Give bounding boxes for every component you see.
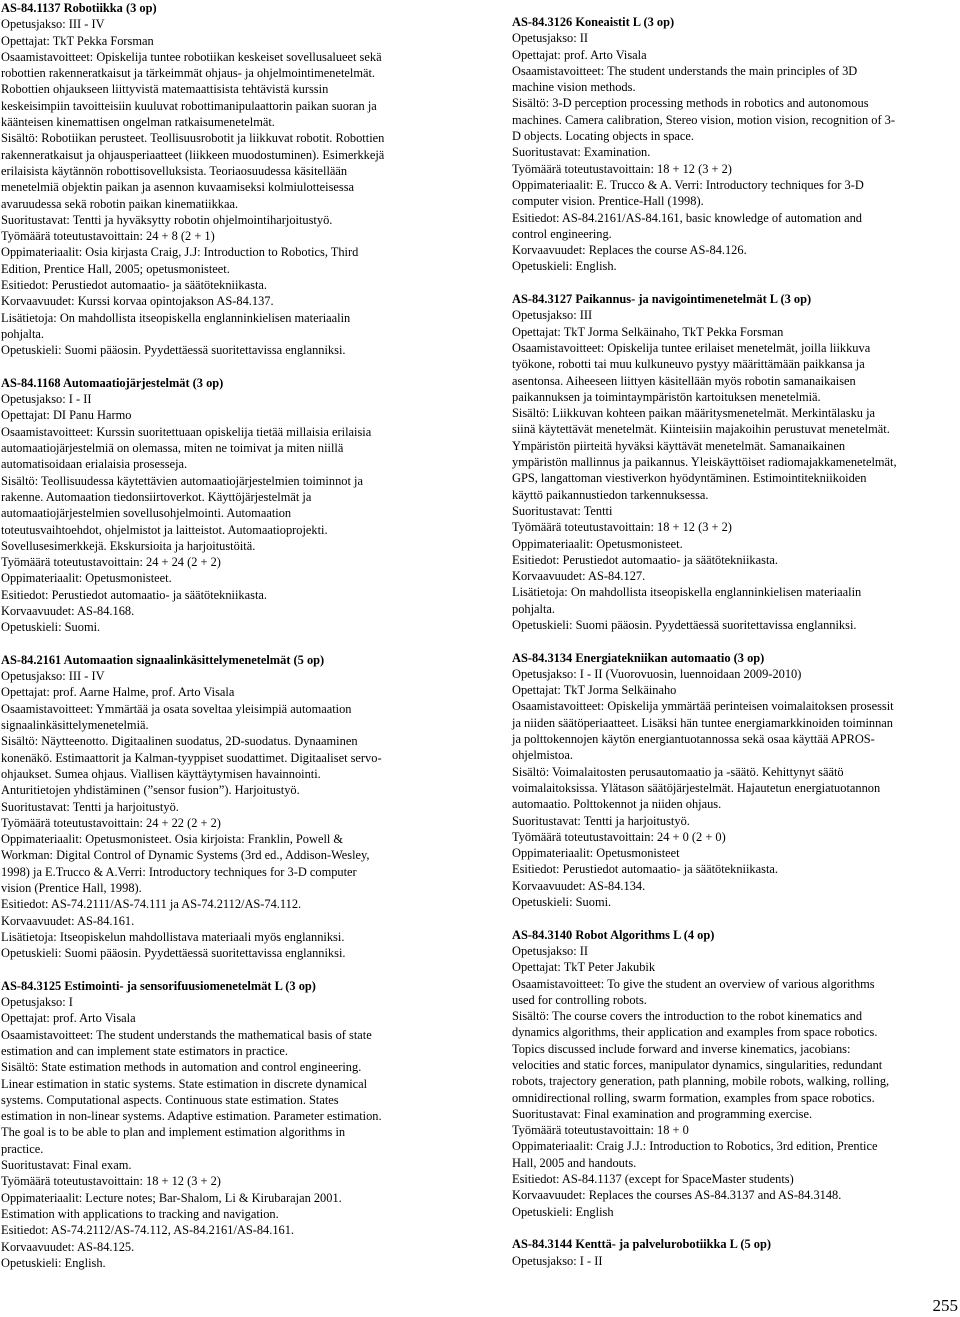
course-title: AS-84.3140 Robot Algorithms L (4 op) (512, 927, 715, 942)
course-detail-line: 1998) ja E.Trucco & A.Verri: Introductory techniques for 3-D computer (1, 864, 357, 879)
course-detail-line: Työmäärä toteutustavoittain: 18 + 12 (3 + 2) (512, 161, 732, 176)
course-detail-line: Oppimateriaalit: Opetusmonisteet. Osia kirjoista: Franklin, Powell & (1, 832, 344, 847)
course-detail-line: ympäristön mallinnus ja paikannus. Yleiskäyttöiset radiomajakkamenetelmät, (512, 455, 897, 470)
course-detail-line: pohjalta. (1, 326, 45, 341)
course-detail-line: Osaamistavoitteet: To give the student an overview of various algorithms (512, 976, 875, 991)
course-detail-line: Sisältö: 3-D perception processing methods in robotics and autonomous (512, 96, 869, 111)
course-detail-line: Oppimateriaalit: Opetusmonisteet (512, 846, 680, 861)
course-detail-line: Anturitietojen yhdistäminen (”sensor fusion”). Harjoitustyö. (1, 783, 300, 798)
course-detail-line: pohjalta. (512, 601, 556, 616)
left-column (1, 0, 447, 1287)
course-detail-line: Opetusjakso: III - IV (1, 17, 105, 32)
course-detail-line: omnidirectional rolling, swarm formation, examples from space robotics. (512, 1090, 875, 1105)
course-detail-line: Lisätietoja: On mahdollista itseopiskella englanninkielisen materiaalin (1, 310, 351, 325)
course-detail-line: voimalaitoksissa. Ylätason säätöjärjestelmät. Hajautetun energiatuotannon (512, 780, 881, 795)
course-detail-line: automaatio. Polttokennot ja niiden ohjaus. (512, 797, 722, 812)
course-detail-line: signaalinkäsittelymenetelmiä. (1, 718, 149, 733)
course-detail-line: systems. Computational aspects. Continuous state estimation. States (1, 1092, 339, 1107)
course-title: AS-84.3144 Kenttä- ja palvelurobotiikka L (5 op) (512, 1237, 771, 1252)
course-detail-line: Estimation with applications to tracking and navigation. (1, 1206, 279, 1221)
course-entry-as-84-3126 (512, 14, 959, 275)
course-detail-line: Opettajat: DI Panu Harmo (1, 408, 132, 423)
course-detail-line: Esitiedot: AS-74.2112/AS-74.112, AS-84.2161/AS-84.161. (1, 1223, 295, 1238)
course-detail-line: Sovellusesimerkkejä. Ekskursioita ja harjoitustöitä. (1, 538, 256, 553)
course-detail-line: automatisoidaan erialaisia prosesseja. (1, 457, 188, 472)
course-detail-line: automaatiojärjestelmien sovellusohjelmointi. Automaation (1, 506, 292, 521)
course-detail-line: Korvaavuudet: AS-84.127. (512, 569, 646, 584)
course-detail-line: Esitiedot: Perustiedot automaatio- ja säätötekniikasta. (512, 862, 778, 877)
course-detail-line: Opetusjakso: I - II (Vuorovuosin, luennoidaan 2009-2010) (512, 666, 802, 681)
course-detail-line: Esitiedot: AS-84.2161/AS-84.161, basic knowledge of automation and (512, 210, 862, 225)
course-detail-line: Työmäärä toteutustavoittain: 24 + 24 (2 + 2) (1, 555, 221, 570)
course-detail-line: Opettajat: TkT Jorma Selkäinaho, TkT Pekka Forsman (512, 324, 784, 339)
course-detail-line: Työmäärä toteutustavoittain: 24 + 22 (2 + 2) (1, 815, 221, 830)
course-entry-as-84-1168 (1, 375, 447, 636)
course-entry-as-84-3140 (512, 927, 959, 1220)
course-detail-line: Esitiedot: AS-74.2111/AS-74.111 ja AS-74.2112/AS-74.112. (1, 897, 302, 912)
course-detail-line: Workman: Digital Control of Dynamic Systems (3rd ed., Addison-Wesley, (1, 848, 370, 863)
course-detail-line: Opetusjakso: II (512, 31, 589, 46)
course-detail-line: Ympäristön piirteitä hyväksi käyttävät menetelmät. Samanaikainen (512, 438, 846, 453)
course-detail-line: erilaisista käytännön robottisovelluksista. Teoriaosuudessa käsitellään (1, 163, 348, 178)
course-detail-line: estimation and can implement state estimators in practice. (1, 1044, 288, 1058)
course-detail-line: Suoritustavat: Tentti ja hyväksytty robotin ohjelmointiharjoitustyö. (1, 212, 333, 227)
course-detail-line: Opetuskieli: English. (1, 1255, 106, 1270)
course-entry-as-84-3134 (512, 650, 959, 911)
course-detail-line: Opetuskieli: Suomi. (1, 620, 101, 635)
course-detail-line: siinä käytettävät menetelmät. Kiinteisiin majakoihin perustuvat menetelmät. (512, 422, 890, 437)
course-detail-line: asentonsa. Aiheeseen liittyen käsitellään myös robotin samanaikaisen (512, 373, 856, 388)
course-detail-line: Opetusjakso: I (1, 995, 73, 1010)
course-detail-line: Esitiedot: AS-84.1137 (except for SpaceMaster students) (512, 1172, 794, 1187)
course-detail-line: Korvaavuudet: AS-84.125. (1, 1239, 135, 1254)
course-detail-line: paikannuksen ja toimintaympäristön kartoituksen menetelmiä. (512, 389, 821, 404)
course-detail-line: Opettajat: prof. Arto Visala (1, 1011, 136, 1026)
course-detail-line: Opettajat: TkT Pekka Forsman (1, 33, 154, 48)
course-detail-line: rakenneratkaisut ja ohjausperiaatteet (liikkeen muodostuminen). Esimerkkejä (1, 147, 385, 162)
course-detail-line: konenäkö. Estimaattorit ja Kalman-tyyppiset suodattimet. Digitaaliset servo- (1, 750, 382, 765)
course-detail-line: Lisätietoja: On mahdollista itseopiskella englanninkielisen materiaalin (512, 585, 862, 600)
right-column (512, 14, 959, 1285)
course-detail-line: Sisältö: State estimation methods in automation and control engineering. (1, 1060, 362, 1075)
course-detail-line: dynamics algorithms, their application and examples from space robotics. (512, 1025, 878, 1040)
course-detail-line: Sisältö: Liikkuvan kohteen paikan määritysmenetelmät. Merkintälasku ja (512, 406, 876, 421)
course-detail-line: Sisältö: Näytteenotto. Digitaalinen suodatus, 2D-suodatus. Dynaaminen (1, 734, 358, 749)
course-detail-line: Opetuskieli: Suomi pääosin. Pyydettäessä suoritettavissa englanniksi. (1, 343, 346, 358)
course-detail-line: Edition, Prentice Hall, 2005; opetusmonisteet. (1, 261, 230, 276)
course-detail-line: practice. (1, 1141, 44, 1156)
course-detail-line: Opettajat: TkT Jorma Selkäinaho (512, 683, 677, 698)
course-entry-as-84-3125 (1, 978, 447, 1271)
course-detail-line: GPS, langattoman viestiverkon hyödyntäminen. Estimointitekniikoiden (512, 471, 867, 486)
course-detail-line: Työmäärä toteutustavoittain: 24 + 8 (2 + 1) (1, 229, 215, 244)
course-detail-line: Suoritustavat: Tentti ja harjoitustyö. (1, 799, 179, 814)
course-detail-line: rakenne. Automaation tiedonsiirtoverkot. Käyttöjärjestelmät ja (1, 489, 312, 504)
course-detail-line: Sisältö: Voimalaitosten perusautomaatio ja -säätö. Kehittynyt säätö (512, 764, 844, 779)
course-detail-line: Korvaavuudet: AS-84.161. (1, 913, 135, 928)
course-detail-line: työkone, robotti tai muu kulkuneuvo pystyy määrittämään paikkansa ja (512, 357, 865, 372)
course-title: AS-84.1168 Automaatiojärjestelmät (3 op) (1, 375, 224, 390)
course-detail-line: Hall, 2005 and handouts. (512, 1155, 637, 1170)
course-detail-line: D objects. Locating objects in space. (512, 129, 695, 144)
course-detail-line: Opettajat: TkT Peter Jakubik (512, 960, 656, 975)
course-detail-line: Opettajat: prof. Aarne Halme, prof. Arto Visala (1, 685, 235, 700)
course-detail-line: Opetusjakso: I - II (1, 392, 92, 407)
course-detail-line: avaruudessa sekä robotin paikan kinematiikkaa. (1, 196, 239, 211)
course-detail-line: The goal is to be able to plan and implement estimation algorithms in (1, 1125, 346, 1140)
course-detail-line: Oppimateriaalit: Osia kirjasta Craig, J.J: Introduction to Robotics, Third (1, 245, 359, 260)
course-detail-line: ja polttokennojen käytön energiantuotannossa sekä osaa käyttää APROS- (512, 732, 875, 747)
course-detail-line: ja niiden säätöperiaatteet. Lisäksi hän tuntee energiamarkkinoiden toiminnan (512, 715, 893, 730)
course-detail-line: Suoritustavat: Examination. (512, 145, 651, 160)
course-detail-line: estimation in non-linear systems. Adaptive estimation. Parameter estimation. (1, 1109, 382, 1124)
course-detail-line: Opettajat: prof. Arto Visala (512, 47, 647, 62)
course-detail-line: Osaamistavoitteet: Kurssin suoritettuaan opiskelija tietää millaisia erilaisia (1, 424, 372, 439)
course-detail-line: Oppimateriaalit: Lecture notes; Bar-Shalom, Li & Kirubarajan 2001. (1, 1190, 342, 1205)
course-detail-line: Oppimateriaalit: Opetusmonisteet. (512, 536, 683, 551)
course-detail-line: Korvaavuudet: Replaces the course AS-84.126. (512, 243, 747, 258)
course-detail-line: Opetuskieli: English. (512, 259, 617, 274)
course-detail-line: machine vision methods. (512, 80, 636, 95)
course-detail-line: Työmäärä toteutustavoittain: 18 + 0 (512, 1123, 689, 1138)
course-detail-line: Opetusjakso: III - IV (1, 669, 105, 684)
course-detail-line: Robottien ohjaukseen liittyvistä matemaattisista tehtävistä kurssin (1, 82, 329, 97)
course-detail-line: machines. Camera calibration, Stereo vision, motion vision, recognition of 3- (512, 112, 895, 127)
course-entry-as-84-3127 (512, 291, 959, 633)
course-detail-line: robottien rakenneratkaisut ja tärkeimmät ohjaus- ja ohjelmointimenetelmät. (1, 66, 376, 81)
course-detail-line: Sisältö: The course covers the introduction to the robot kinematics and (512, 1009, 863, 1024)
course-detail-line: menetelmiä objektin paikan ja asennon kuvaamiseksi kolmiulotteisessa (1, 180, 355, 195)
course-detail-line: Opetusjakso: III (512, 308, 593, 323)
course-detail-line: Opetuskieli: Suomi. (512, 895, 612, 910)
course-detail-line: vision (Prentice Hall, 1998). (1, 881, 142, 896)
course-title: AS-84.3125 Estimointi- ja sensorifuusiomenetelmät L (3 op) (1, 978, 316, 993)
course-title: AS-84.3134 Energiatekniikan automaatio (3 op) (512, 650, 765, 665)
course-title: AS-84.3126 Koneaistit L (3 op) (512, 15, 675, 29)
course-detail-line: Oppimateriaalit: Craig J.J.: Introduction to Robotics, 3rd edition, Prentice (512, 1139, 878, 1154)
course-detail-line: Opetuskieli: Suomi pääosin. Pyydettäessä suoritettavissa englanniksi. (512, 617, 857, 632)
course-detail-line: Suoritustavat: Final examination and programming exercise. (512, 1106, 813, 1121)
course-detail-line: ohjelmistoa. (512, 748, 573, 763)
course-title: AS-84.2161 Automaation signaalinkäsittelymenetelmät (5 op) (1, 652, 325, 667)
course-detail-line: Opetuskieli: Suomi pääosin. Pyydettäessä suoritettavissa englanniksi. (1, 946, 346, 961)
course-detail-line: Oppimateriaalit: E. Trucco & A. Verri: Introductory techniques for 3-D (512, 177, 864, 192)
course-detail-line: robots, trajectory generation, path planning, mobile robots, walking, rolling, (512, 1074, 890, 1089)
course-detail-line: control engineering. (512, 226, 612, 241)
page-number: 255 (932, 1296, 958, 1315)
course-detail-line: Suoritustavat: Tentti ja harjoitustyö. (512, 813, 690, 828)
course-entry-as-84-2161 (1, 652, 447, 962)
course-detail-line: käänteisen kinemattisen ongelman ratkaisumenetelmät. (1, 115, 275, 130)
course-detail-line: Suoritustavat: Final exam. (1, 1158, 132, 1173)
course-title: AS-84.1137 Robotiikka (3 op) (1, 1, 157, 15)
course-detail-line: toteutusvaihtoehdot, ohjelmistot ja laitteistot. Automaatioprojekti. (1, 522, 328, 537)
course-detail-line: Opetusjakso: II (512, 943, 589, 958)
course-title: AS-84.3127 Paikannus- ja navigointimenetelmät L (3 op) (512, 292, 812, 307)
course-detail-line: Työmäärä toteutustavoittain: 24 + 0 (2 + 0) (512, 829, 726, 844)
course-detail-line: ohjaukset. Sumea ohjaus. Viallisen käyttäytymisen havainnointi. (1, 766, 321, 781)
course-detail-line: Osaamistavoitteet: Opiskelija tuntee erilaiset menetelmät, joilla liikkuva (512, 340, 871, 355)
course-detail-line: Suoritustavat: Tentti (512, 503, 613, 518)
course-detail-line: Opetusjakso: I - II (512, 1253, 603, 1268)
course-detail-line: Osaamistavoitteet: The student understands the mathematical basis of state (1, 1027, 372, 1042)
course-detail-line: Lisätietoja: Itseopiskelun mahdollistava materiaali myös englanniksi. (1, 929, 345, 944)
course-entry-as-84-3144 (512, 1236, 959, 1269)
course-detail-line: Sisältö: Robotiikan perusteet. Teollisuusrobotit ja liikkuvat robotit. Robottien (1, 131, 385, 146)
course-detail-line: Korvaavuudet: Replaces the courses AS-84.3137 and AS-84.3148. (512, 1188, 842, 1203)
course-detail-line: Esitiedot: Perustiedot automaatio- ja säätötekniikasta. (512, 552, 778, 567)
course-detail-line: Osaamistavoitteet: Ymmärtää ja osata soveltaa yleisimpiä automaation (1, 701, 352, 716)
course-detail-line: Esitiedot: Perustiedot automaatio- ja säätötekniikasta. (1, 278, 267, 293)
course-detail-line: Osaamistavoitteet: The student understands the main principles of 3D (512, 63, 858, 78)
course-detail-line: Korvaavuudet: Kurssi korvaa opintojakson AS-84.137. (1, 294, 274, 309)
course-detail-line: Opetuskieli: English (512, 1204, 614, 1219)
course-detail-line: Työmäärä toteutustavoittain: 18 + 12 (3 + 2) (512, 520, 732, 535)
course-detail-line: Osaamistavoitteet: Opiskelija tuntee robotiikan keskeiset sovellusalueet sekä (1, 49, 382, 64)
course-detail-line: computer vision. Prentice-Hall (1998). (512, 194, 704, 209)
course-detail-line: velocities and static forces, manipulator dynamics, singularities, redundant (512, 1058, 883, 1072)
course-detail-line: keskeisimpiin tavoitteisiin kuuluvat robottimanipulaattorin paikan suoran ja (1, 98, 377, 113)
course-detail-line: Topics discussed include forward and inverse kinematics, jacobians: (512, 1041, 851, 1056)
course-detail-line: Osaamistavoitteet: Opiskelija ymmärtää perinteisen voimalaitoksen prosessit (512, 699, 894, 714)
course-entry-as-84-1137 (1, 0, 447, 359)
course-detail-line: Sisältö: Teollisuudessa käytettävien automaatiojärjestelmien toiminnot ja (1, 473, 363, 488)
course-detail-line: Esitiedot: Perustiedot automaatio- ja säätötekniikasta. (1, 587, 267, 602)
course-detail-line: automaatiojärjestelmiä on olemassa, miten ne toimivat ja miten niillä (1, 441, 344, 456)
course-detail-line: käyttö paikannustiedon tarkennuksessa. (512, 487, 709, 502)
course-detail-line: used for controlling robots. (512, 992, 647, 1007)
course-detail-line: Oppimateriaalit: Opetusmonisteet. (1, 571, 172, 586)
course-detail-line: Työmäärä toteutustavoittain: 18 + 12 (3 + 2) (1, 1174, 221, 1189)
course-detail-line: Linear estimation in static systems. State estimation in discrete dynamical (1, 1076, 368, 1091)
course-detail-line: Korvaavuudet: AS-84.168. (1, 603, 135, 618)
course-detail-line: Korvaavuudet: AS-84.134. (512, 878, 646, 893)
